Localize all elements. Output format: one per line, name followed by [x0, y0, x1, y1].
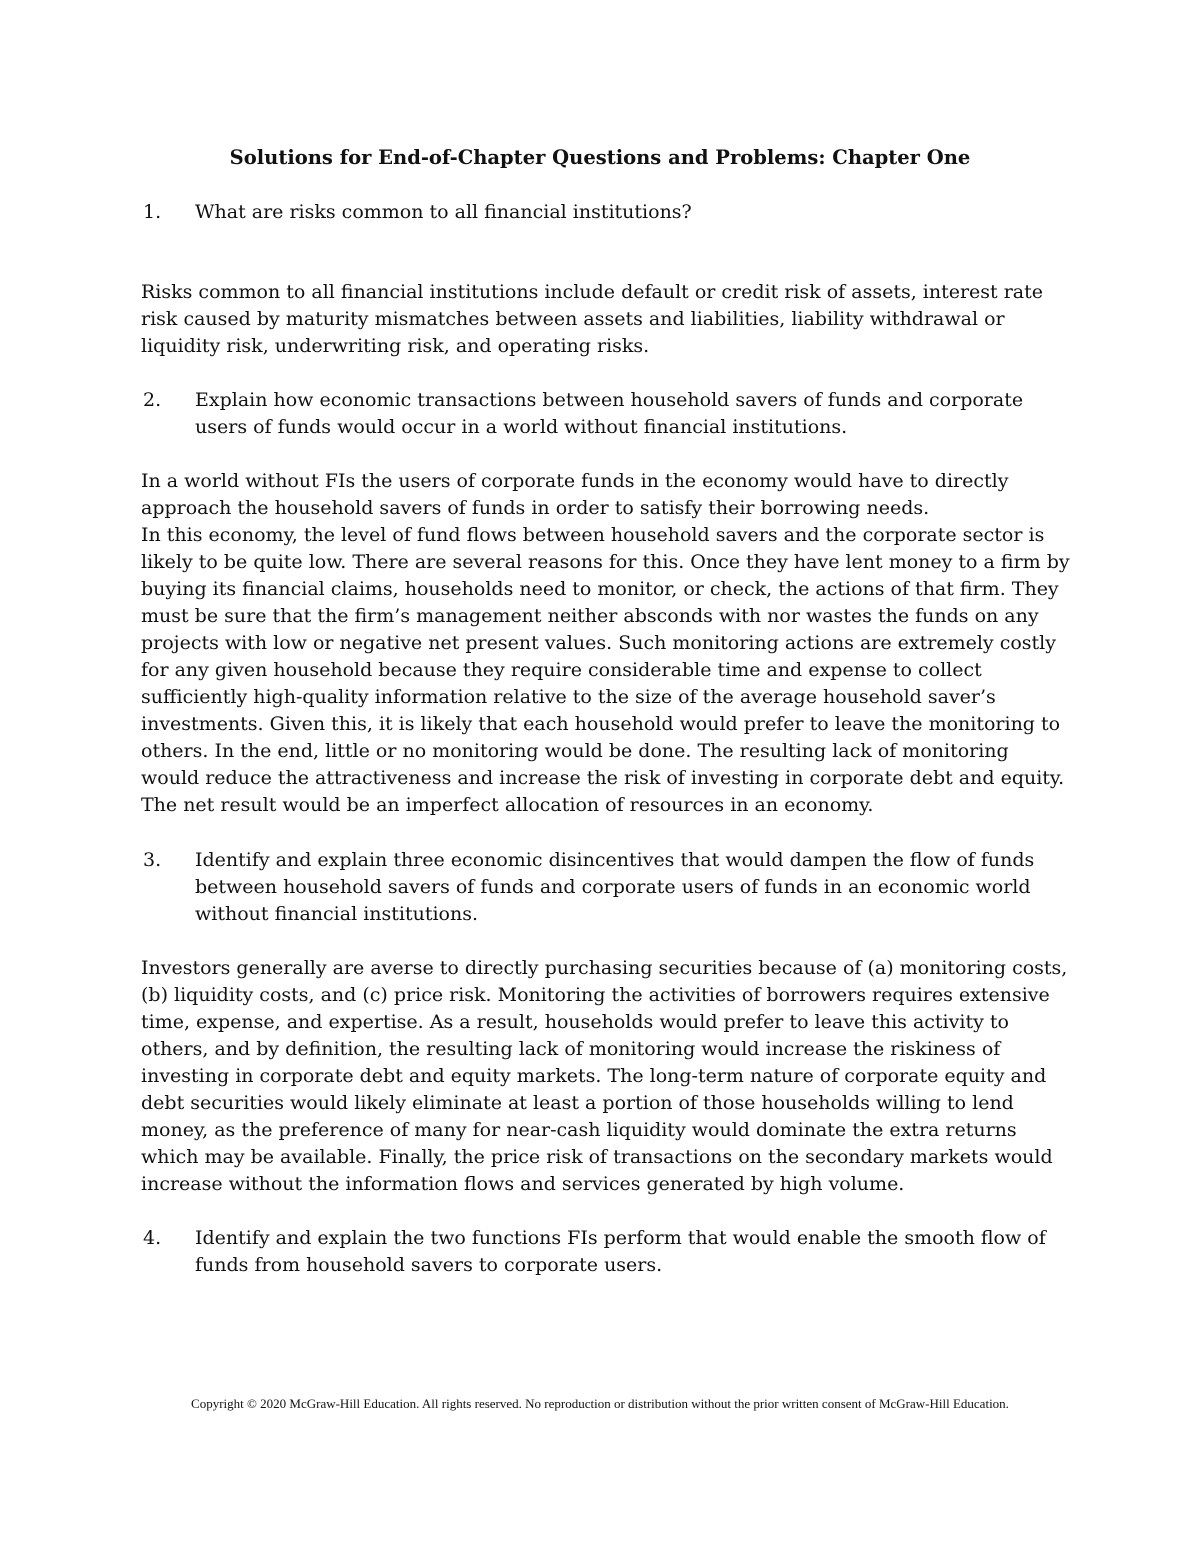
question-number: 3. [143, 849, 162, 871]
answer-1 [141, 279, 1071, 360]
question-number: 4. [143, 1227, 162, 1249]
answer-paragraph: Risks common to all financial institutions include default or credit risk of assets, interest rate risk caused by maturity mismatches between assets and liabilities, liability withdrawal or liquidity risk, underwriting risk, and operating risks. [141, 281, 1044, 357]
copyright-footer: Copyright © 2020 McGraw-Hill Education. All rights reserved. No reproduction or distribution without the prior written consent of McGraw-Hill Education. [191, 1396, 1009, 1411]
answer-paragraph: In this economy, the level of fund flows between household savers and the corporate sector is likely to be quite low. There are several reasons for this. Once they have lent money to a firm by buying its financial claims, households need to monitor, or check, the actions of that firm. They must be sure that the firm’s management neither absconds with nor wastes the funds on any projects with low or negative net present values. Such monitoring actions are extremely costly for any given household because they require considerable time and expense to collect sufficiently high-quality information relative to the size of the average household saver’s investments. Given this, it is likely that each household would prefer to leave the monitoring to others. In the end, little or no monitoring would be done. The resulting lack of monitoring would reduce the attractiveness and increase the risk of investing in corporate debt and equity. [141, 524, 1070, 789]
answer-paragraph: Investors generally are averse to directly purchasing securities because of (a) monitoring costs, (b) liquidity costs, and (c) price risk. Monitoring the activities of borrowers requires extensive time, expense, and expertise. As a result, households would prefer to leave this activity to others, and by definition, the resulting lack of monitoring would increase the riskiness of investing in corporate debt and equity markets. The long-term nature of corporate equity and debt securities would likely eliminate at least a portion of those households willing to lend money, as the preference of many for near-cash liquidity would dominate the extra returns which may be available. Finally, the price risk of transactions on the secondary markets would increase without the information flows and services generated by high volume. [141, 957, 1068, 1195]
question-4 [143, 1225, 1073, 1279]
question-text: What are risks common to all financial institutions? [195, 201, 692, 223]
question-number: 2. [143, 389, 162, 411]
answer-2 [141, 468, 1071, 819]
page-title: Solutions for End-of-Chapter Questions and Problems: Chapter One [229, 146, 971, 169]
question-3 [143, 847, 1073, 928]
question-text: Identify and explain three economic disincentives that would dampen the flow of funds between household savers of funds and corporate users of funds in an economic world without financial institutions. [195, 849, 1035, 925]
question-number: 1. [143, 201, 162, 223]
answer-paragraph: The net result would be an imperfect allocation of resources in an economy. [141, 794, 874, 816]
question-2 [143, 387, 1073, 441]
question-text: Explain how economic transactions between household savers of funds and corporate users of funds would occur in a world without financial institutions. [195, 389, 1024, 438]
question-1 [143, 199, 1073, 226]
answer-3 [141, 955, 1071, 1198]
question-text: Identify and explain the two functions FIs perform that would enable the smooth flow of funds from household savers to corporate users. [195, 1227, 1046, 1276]
answer-paragraph: In a world without FIs the users of corporate funds in the economy would have to directly approach the household savers of funds in order to satisfy their borrowing needs. [141, 470, 1009, 519]
